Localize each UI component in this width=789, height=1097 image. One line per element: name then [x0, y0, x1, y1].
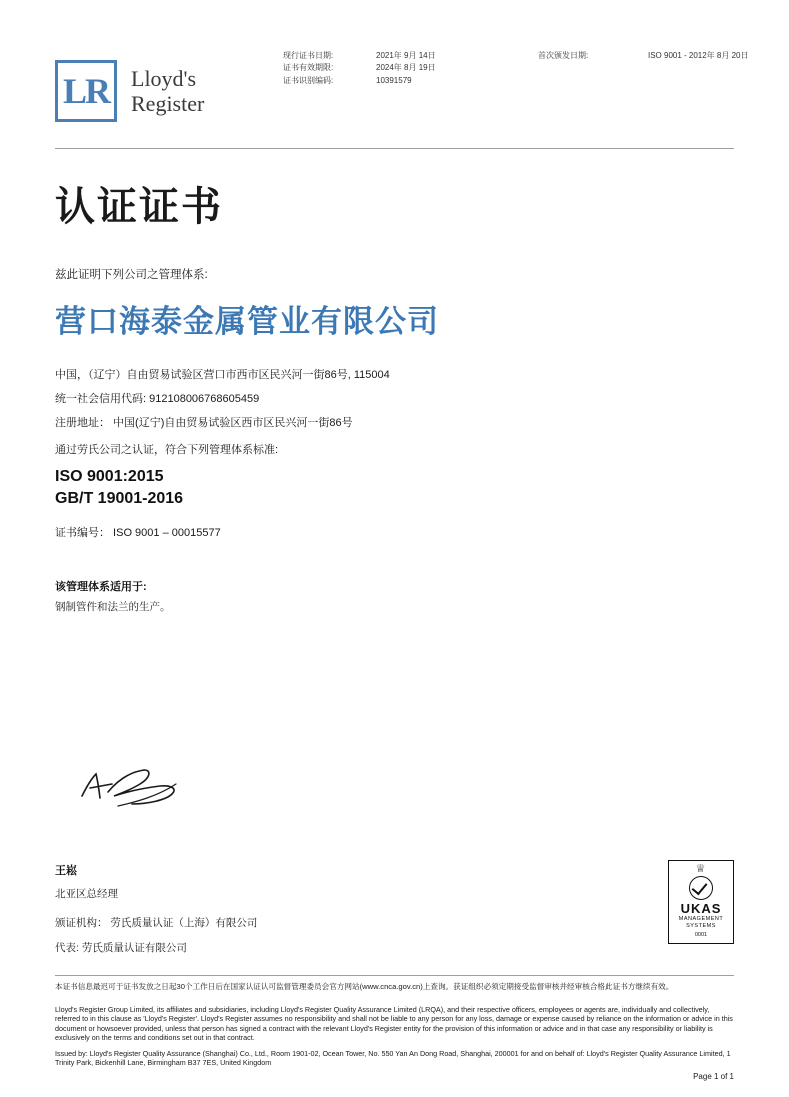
lr-monogram-icon [55, 60, 117, 122]
standard-iso9001: ISO 9001:2015 [55, 468, 164, 485]
meta-group-dates [283, 50, 436, 87]
meta-label-first-issue: 首次颁发日期: [538, 51, 589, 60]
brand-wordmark-line2: Register [131, 91, 205, 116]
company-details [55, 363, 390, 435]
header-divider [55, 148, 734, 149]
ukas-subtitle-line2: SYSTEMS [686, 922, 716, 929]
handwritten-signature-icon [78, 762, 188, 812]
company-registered-address: 注册地址： 中国(辽宁)自由贸易试验区西市区民兴河一街86号 [55, 417, 353, 429]
footer-issued-by: Issued by: Lloyd's Register Quality Assurance (Shanghai) Co., Ltd., Room 1901-02, Ocean Tower, No. 550 Yan An Dong Road, Shanghai, 200001 for and on behalf of: Lloyd's Register Quality Assurance Limited, 1 Trinity Park, Bickenhill Lane, Birmingham B37 7ES, United Kingdom [55, 1048, 731, 1068]
meta-value-current-date: 2021年 9月 14日 [376, 51, 436, 60]
ukas-wordmark: UKAS [680, 901, 722, 916]
standards-list [55, 466, 183, 510]
meta-group-original-approval [538, 50, 749, 62]
footer-divider [55, 975, 734, 976]
certificate-header [0, 0, 789, 148]
lr-monogram-text: LR [62, 71, 109, 111]
ukas-number: 0001 [694, 932, 708, 938]
page-title: 认证证书 [55, 185, 223, 229]
page-number: Page 1 of 1 [693, 1072, 734, 1081]
meta-value-validity: 2024年 8月 19日 [376, 63, 436, 73]
signatory-role: 北亚区总经理 [55, 888, 118, 900]
meta-labels-left [283, 50, 376, 87]
standard-gbt19001: GB/T 19001-2016 [55, 490, 184, 507]
footer-english-notice [55, 1005, 734, 1073]
representative: 代表: 劳氏质量认证有限公司 [55, 942, 187, 954]
signatory-name: 王崧 [55, 865, 77, 877]
company-name: 营口海泰金属管业有限公司 [55, 304, 439, 339]
scope-body: 钢制管件和法兰的生产。 [55, 601, 171, 613]
meta-values-left [376, 50, 436, 87]
certificate-number: 证书编号： ISO 9001 – 00015577 [55, 527, 221, 539]
crown-icon: ♕ [695, 863, 707, 875]
scope-heading: 该管理体系适用于: [55, 581, 147, 593]
brand-wordmark [131, 66, 204, 117]
footer-disclaimer: Lloyd's Register Group Limited, its affiliates and subsidiaries, including Lloyd's Register Quality Assurance Limited (LRQA), and their respective officers, employees or agents are, individually and collectively, referred to in this clause as 'Lloyd's Register'. Lloyd's Register assumes no responsibility and shall not be liable to any person for any loss, damage or expense caused by reliance on the information or advice in this document or howsoever provided, unless that person has signed a contract with the relevant Lloyd's Register entity for the provision of this information or advice and in that case any responsibility or liability is exclusively on the terms and conditions set out in that contract. [55, 1005, 733, 1043]
meta-values-right [648, 50, 749, 62]
meta-label-identity-code: 证书识别编码: [283, 75, 334, 85]
checkmark-icon [689, 876, 713, 900]
lloyds-register-logo [55, 60, 204, 122]
ukas-subtitle-line1: MANAGEMENT [678, 916, 724, 922]
brand-wordmark-line1: Lloyd's [131, 65, 197, 91]
meta-value-first-issue: ISO 9001 - 2012年 8月 20日 [648, 51, 749, 60]
lead-statement: 兹此证明下列公司之管理体系: [55, 269, 208, 281]
meta-label-current-date: 现行证书日期: [283, 51, 334, 60]
meta-label-validity: 证书有效期限: [283, 63, 334, 73]
meta-labels-right [538, 50, 648, 62]
footer-chinese-notice: 本证书信息最迟可于证书发放之日起30个工作日后在国家认证认可监督管理委员会官方网站(www.cnca.gov.cn)上查询。获证组织必须定期接受监督审核并经审核合格此证书方继续有效。 [55, 982, 674, 991]
meta-value-identity-code: 10391579 [376, 75, 412, 85]
company-credit-code: 统一社会信用代码: 912108006768605459 [55, 393, 260, 405]
issuing-body: 颁证机构： 劳氏质量认证（上海）有限公司 [55, 917, 258, 929]
ukas-accreditation-mark [668, 860, 734, 944]
company-address: 中国，（辽宁）自由贸易试验区营口市西市区民兴河一街86号, 115004 [55, 369, 390, 381]
standards-intro: 通过劳氏公司之认证，符合下列管理体系标准: [55, 444, 279, 456]
